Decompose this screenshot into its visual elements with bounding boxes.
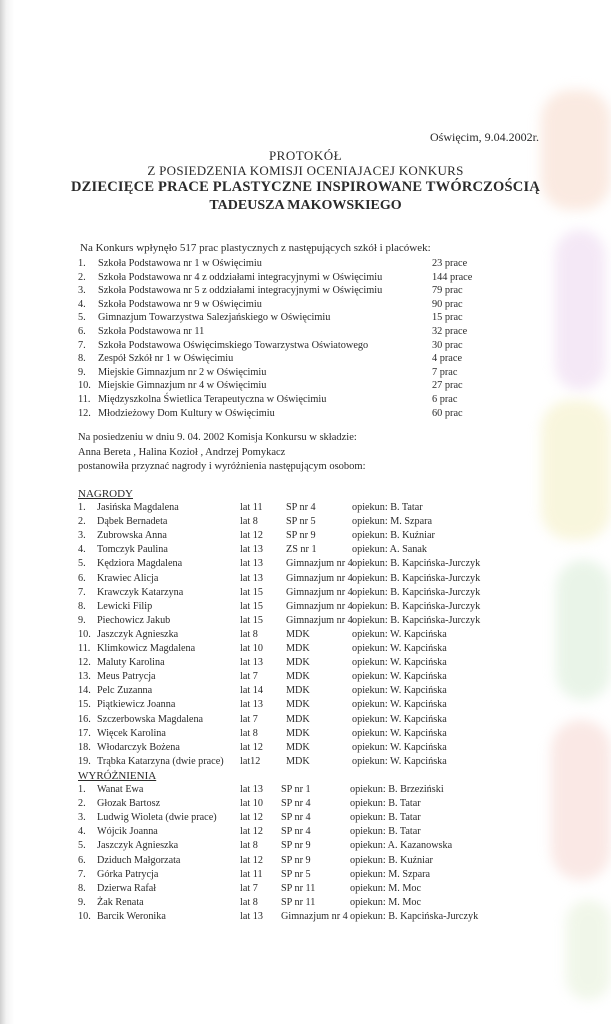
place-date: Oświęcim, 9.04.2002r. bbox=[430, 130, 539, 144]
distinction-row bbox=[0, 812, 611, 826]
person-tutor: opiekun: W. Kapcińska bbox=[352, 671, 447, 683]
row-number: 13. bbox=[78, 671, 91, 683]
school-item bbox=[78, 326, 204, 339]
school-work-count: 27 prac bbox=[432, 380, 463, 392]
person-age: lat 13 bbox=[240, 910, 263, 922]
person-age: lat 13 bbox=[240, 544, 263, 556]
award-row bbox=[0, 714, 611, 728]
row-number: 19. bbox=[78, 755, 91, 767]
person-age: lat 12 bbox=[240, 854, 263, 866]
row-number: 7. bbox=[78, 586, 86, 598]
row-number: 18. bbox=[78, 741, 91, 753]
school-name: Gimnazjum Towarzystwa Salezjańskiego w Oświęcimiu bbox=[98, 312, 331, 324]
school-number: 12. bbox=[78, 407, 91, 419]
person-age: lat 13 bbox=[240, 572, 263, 584]
person-name: Krawiec Alicja bbox=[97, 572, 159, 584]
person-tutor: opiekun: W. Kapcińska bbox=[352, 741, 447, 753]
row-number: 2. bbox=[78, 516, 86, 528]
school-number: 10. bbox=[78, 380, 91, 392]
school-name: Szkoła Podstawowa nr 1 w Oświęcimiu bbox=[98, 258, 262, 269]
row-number: 11. bbox=[78, 643, 91, 654]
person-school: MDK bbox=[286, 699, 310, 711]
school-name: Szkoła Podstawowa Oświęcimskiego Towarzystwa Oświatowego bbox=[98, 339, 369, 351]
person-school: Gimnazjum nr 4 bbox=[286, 600, 353, 612]
person-age: lat12 bbox=[240, 755, 261, 767]
intro-text: Na Konkurs wpłynęło 517 prac plastycznych z następujących szkół i placówek: bbox=[80, 242, 431, 254]
document-title: PROTOKÓŁ bbox=[268, 148, 343, 163]
person-age: lat 15 bbox=[240, 614, 263, 626]
school-item bbox=[78, 312, 330, 325]
school-work-count: 15 prac bbox=[432, 312, 463, 324]
person-school: MDK bbox=[286, 755, 310, 767]
person-school: SP nr 9 bbox=[286, 530, 316, 542]
person-age: lat 13 bbox=[240, 784, 263, 795]
award-row bbox=[0, 587, 611, 601]
person-school: SP nr 11 bbox=[281, 896, 316, 908]
row-number: 3. bbox=[78, 812, 86, 824]
person-tutor: opiekun: M. Szpara bbox=[350, 868, 431, 880]
school-name: Szkoła Podstawowa nr 9 w Oświęcimiu bbox=[98, 298, 262, 310]
school-item bbox=[78, 258, 262, 271]
person-school: MDK bbox=[286, 657, 310, 669]
school-name: Szkoła Podstawowa nr 5 z oddziałami integracyjnymi w Oświęcimiu bbox=[98, 285, 383, 297]
person-school: SP nr 4 bbox=[281, 826, 311, 838]
school-name: Miejskie Gimnazjum nr 4 w Oświęcimiu bbox=[98, 380, 267, 392]
person-school: Gimnazjum nr 4 bbox=[281, 910, 348, 922]
person-name: Meus Patrycja bbox=[97, 671, 156, 683]
person-tutor: opiekun: W. Kapcińska bbox=[352, 727, 447, 739]
person-age: lat 12 bbox=[240, 826, 263, 838]
person-name: Tomczyk Paulina bbox=[97, 544, 168, 556]
person-school: MDK bbox=[286, 685, 310, 697]
person-age: lat 13 bbox=[240, 558, 263, 570]
person-age: lat 7 bbox=[240, 671, 258, 683]
award-row bbox=[0, 643, 611, 657]
award-row bbox=[0, 530, 611, 544]
award-row bbox=[0, 657, 611, 671]
person-tutor: opiekun: M. Szpara bbox=[352, 516, 433, 528]
person-school: ZS nr 1 bbox=[286, 544, 317, 556]
school-number: 8. bbox=[78, 353, 86, 365]
school-item bbox=[78, 299, 262, 312]
distinction-row bbox=[0, 897, 611, 911]
person-age: lat 8 bbox=[240, 840, 258, 852]
person-age: lat 12 bbox=[240, 812, 263, 824]
school-work-count: 6 prac bbox=[432, 394, 458, 405]
school-name: Młodzieżowy Dom Kultury w Oświęcimiu bbox=[98, 407, 275, 419]
award-row bbox=[0, 685, 611, 699]
person-name: Piątkiewicz Joanna bbox=[97, 699, 176, 711]
distinction-row bbox=[0, 911, 611, 925]
award-row bbox=[0, 742, 611, 756]
school-work-count: 23 prace bbox=[432, 258, 468, 269]
award-row bbox=[0, 629, 611, 643]
row-number: 4. bbox=[78, 826, 86, 838]
person-name: Maluty Karolina bbox=[97, 657, 165, 669]
school-number: 2. bbox=[78, 271, 86, 283]
row-number: 6. bbox=[78, 572, 86, 584]
school-item bbox=[78, 408, 275, 421]
document-subtitle: Z POSIEDZENIA KOMISJI OCENIAJACEJ KONKURS bbox=[147, 163, 464, 178]
person-tutor: opiekun: W. Kapcińska bbox=[352, 713, 447, 725]
person-name: Dąbek Bernadeta bbox=[97, 516, 168, 528]
school-number: 9. bbox=[78, 366, 86, 378]
person-name: Zubrowska Anna bbox=[97, 530, 167, 542]
school-item bbox=[78, 367, 266, 380]
person-name: Trąbka Katarzyna (dwie prace) bbox=[97, 755, 224, 767]
person-name: Jaszczyk Agnieszka bbox=[97, 628, 179, 640]
committee-members: Anna Bereta , Halina Kozioł , Andrzej Pomykacz bbox=[78, 447, 286, 458]
person-age: lat 7 bbox=[240, 713, 258, 725]
person-name: Włodarczyk Bożena bbox=[97, 741, 180, 753]
person-school: Gimnazjum nr 4 bbox=[286, 614, 353, 626]
person-name: Ludwig Wioleta (dwie prace) bbox=[97, 812, 217, 824]
person-tutor: opiekun: B. Kapcińska-Jurczyk bbox=[352, 558, 481, 570]
person-age: lat 12 bbox=[240, 741, 263, 753]
distinction-row bbox=[0, 883, 611, 897]
person-name: Głozak Bartosz bbox=[97, 798, 161, 810]
person-school: SP nr 5 bbox=[286, 516, 316, 528]
row-number: 9. bbox=[78, 614, 86, 626]
row-number: 15. bbox=[78, 699, 91, 711]
paper-stain bbox=[555, 230, 605, 390]
row-number: 2. bbox=[78, 798, 86, 810]
school-work-count: 60 prac bbox=[432, 407, 463, 419]
person-school: SP nr 1 bbox=[281, 784, 311, 795]
row-number: 12. bbox=[78, 657, 91, 669]
award-row bbox=[0, 728, 611, 742]
school-work-count: 79 prac bbox=[432, 285, 463, 297]
person-name: Wójcik Joanna bbox=[97, 826, 158, 838]
row-number: 1. bbox=[78, 502, 86, 513]
row-number: 8. bbox=[78, 882, 86, 894]
person-school: SP nr 11 bbox=[281, 882, 316, 894]
person-tutor: opiekun: W. Kapcińska bbox=[352, 628, 447, 640]
person-school: SP nr 5 bbox=[281, 868, 311, 880]
person-age: lat 11 bbox=[240, 868, 263, 880]
committee-decision: postanowiła przyznać nagrody i wyróżnienia następującym osobom: bbox=[78, 461, 366, 472]
person-school: SP nr 9 bbox=[281, 854, 311, 866]
person-tutor: opiekun: W. Kapcińska bbox=[352, 657, 447, 669]
person-name: Lewicki Filip bbox=[97, 600, 153, 612]
person-age: lat 14 bbox=[240, 685, 263, 697]
committee-line: Na posiedzeniu w dniu 9. 04. 2002 Komisja Konkursu w składzie: bbox=[78, 432, 357, 443]
contest-name: DZIECIĘCE PRACE PLASTYCZNE INSPIROWANE TWÓRCZOŚCIĄ bbox=[71, 179, 540, 195]
person-school: Gimnazjum nr 4 bbox=[286, 572, 353, 584]
person-name: Szczerbowska Magdalena bbox=[97, 713, 204, 725]
row-number: 14. bbox=[78, 685, 91, 697]
row-number: 9. bbox=[78, 896, 86, 908]
person-tutor: opiekun: W. Kapcińska bbox=[352, 755, 447, 767]
person-age: lat 15 bbox=[240, 586, 263, 598]
person-age: lat 8 bbox=[240, 896, 258, 908]
person-name: Wanat Ewa bbox=[97, 784, 144, 795]
school-item bbox=[78, 272, 382, 285]
row-number: 5. bbox=[78, 840, 86, 852]
distinction-row bbox=[0, 826, 611, 840]
person-school: MDK bbox=[286, 671, 310, 683]
person-tutor: opiekun: B. Kapcińska-Jurczyk bbox=[352, 586, 481, 598]
person-school: SP nr 4 bbox=[281, 812, 311, 824]
person-age: lat 12 bbox=[240, 530, 263, 542]
person-age: lat 15 bbox=[240, 600, 263, 612]
distinction-row bbox=[0, 869, 611, 883]
school-work-count: 32 prace bbox=[432, 326, 468, 337]
school-number: 3. bbox=[78, 285, 86, 297]
row-number: 6. bbox=[78, 854, 86, 866]
school-name: Miejskie Gimnazjum nr 2 w Oświęcimiu bbox=[98, 366, 267, 378]
person-age: lat 10 bbox=[240, 643, 263, 654]
row-number: 8. bbox=[78, 600, 86, 612]
person-school: SP nr 9 bbox=[281, 840, 311, 852]
person-name: Więcek Karolina bbox=[97, 727, 166, 739]
row-number: 4. bbox=[78, 544, 86, 556]
school-item bbox=[78, 380, 266, 393]
award-row bbox=[0, 756, 611, 770]
distinction-row bbox=[0, 798, 611, 812]
person-name: Kędziora Magdalena bbox=[97, 558, 183, 570]
person-age: lat 8 bbox=[240, 727, 258, 739]
person-tutor: opiekun: B. Tatar bbox=[350, 826, 421, 838]
row-number: 1. bbox=[78, 784, 86, 795]
person-name: Żak Renata bbox=[97, 896, 144, 908]
award-row bbox=[0, 544, 611, 558]
person-tutor: opiekun: B. Tatar bbox=[350, 798, 421, 810]
school-work-count: 144 prace bbox=[432, 271, 473, 283]
school-work-count: 30 prac bbox=[432, 339, 463, 351]
school-work-count: 4 prace bbox=[432, 353, 463, 365]
person-tutor: opiekun: W. Kapcińska bbox=[352, 699, 447, 711]
person-age: lat 10 bbox=[240, 798, 263, 810]
award-row bbox=[0, 516, 611, 530]
person-school: Gimnazjum nr 4 bbox=[286, 558, 353, 570]
person-tutor: opiekun: B. Brzeziński bbox=[350, 784, 444, 795]
row-number: 17. bbox=[78, 727, 91, 739]
person-tutor: opiekun: B. Tatar bbox=[352, 502, 423, 513]
person-age: lat 8 bbox=[240, 516, 258, 528]
school-number: 11. bbox=[78, 394, 91, 405]
person-school: MDK bbox=[286, 628, 310, 640]
school-item bbox=[78, 394, 326, 407]
school-work-count: 7 prac bbox=[432, 366, 458, 378]
person-tutor: opiekun: W. Kapcińska bbox=[352, 643, 447, 654]
award-row bbox=[0, 601, 611, 615]
person-name: Górka Patrycja bbox=[97, 868, 159, 880]
person-tutor: opiekun: B. Kapcińska-Jurczyk bbox=[352, 614, 481, 626]
person-school: MDK bbox=[286, 727, 310, 739]
person-name: Pelc Zuzanna bbox=[97, 685, 153, 697]
distinction-row bbox=[0, 840, 611, 854]
person-school: SP nr 4 bbox=[281, 798, 311, 810]
school-name: Szkoła Podstawowa nr 11 bbox=[98, 326, 205, 337]
person-school: Gimnazjum nr 4 bbox=[286, 586, 353, 598]
award-row bbox=[0, 615, 611, 629]
person-tutor: opiekun: B. Kuźniar bbox=[350, 854, 433, 866]
person-school: MDK bbox=[286, 713, 310, 725]
person-name: Piechowicz Jakub bbox=[97, 614, 171, 626]
person-tutor: opiekun: W. Kapcińska bbox=[352, 685, 447, 697]
contest-name-cont: TADEUSZA MAKOWSKIEGO bbox=[209, 198, 402, 213]
award-row bbox=[0, 671, 611, 685]
school-name: Szkoła Podstawowa nr 4 z oddziałami integracyjnymi w Oświęcimiu bbox=[98, 271, 383, 283]
distinctions-heading: WYRÓŻNIENIA bbox=[78, 770, 157, 782]
person-tutor: opiekun: A. Kazanowska bbox=[350, 840, 453, 852]
row-number: 3. bbox=[78, 530, 86, 542]
row-number: 10. bbox=[78, 628, 91, 640]
row-number: 7. bbox=[78, 868, 86, 880]
award-row bbox=[0, 502, 611, 516]
distinction-row bbox=[0, 855, 611, 869]
school-item bbox=[78, 285, 382, 298]
person-school: MDK bbox=[286, 643, 310, 654]
person-tutor: opiekun: B. Kapcińska-Jurczyk bbox=[352, 572, 481, 584]
person-name: Jaszczyk Agnieszka bbox=[97, 840, 179, 852]
person-tutor: opiekun: B. Kapcińska-Jurczyk bbox=[352, 600, 481, 612]
school-item bbox=[78, 353, 233, 366]
school-number: 5. bbox=[78, 312, 86, 324]
row-number: 16. bbox=[78, 713, 91, 725]
school-work-count: 90 prac bbox=[432, 298, 463, 310]
person-school: SP nr 4 bbox=[286, 502, 316, 513]
person-tutor: opiekun: B. Kapcińska-Jurczyk bbox=[350, 910, 479, 922]
person-name: Dzierwa Rafał bbox=[97, 882, 157, 894]
person-tutor: opiekun: A. Sanak bbox=[352, 544, 427, 556]
person-name: Barcik Weronika bbox=[97, 910, 166, 922]
person-tutor: opiekun: M. Moc bbox=[350, 896, 422, 908]
person-name: Krawczyk Katarzyna bbox=[97, 586, 184, 598]
person-age: lat 11 bbox=[240, 502, 263, 513]
school-item bbox=[78, 340, 368, 353]
row-number: 5. bbox=[78, 558, 86, 570]
school-number: 1. bbox=[78, 258, 86, 269]
school-number: 6. bbox=[78, 326, 86, 337]
award-row bbox=[0, 699, 611, 713]
person-name: Klimkowicz Magdalena bbox=[97, 643, 196, 654]
school-number: 4. bbox=[78, 298, 86, 310]
person-tutor: opiekun: B. Tatar bbox=[350, 812, 421, 824]
person-name: Dziduch Małgorzata bbox=[97, 854, 181, 866]
person-age: lat 13 bbox=[240, 657, 263, 669]
award-row bbox=[0, 558, 611, 572]
awards-heading: NAGRODY bbox=[78, 488, 133, 500]
person-tutor: opiekun: M. Moc bbox=[350, 882, 422, 894]
person-age: lat 8 bbox=[240, 628, 258, 640]
person-school: MDK bbox=[286, 741, 310, 753]
person-age: lat 7 bbox=[240, 882, 258, 894]
person-tutor: opiekun: B. Kuźniar bbox=[352, 530, 435, 542]
school-number: 7. bbox=[78, 339, 86, 351]
distinction-row bbox=[0, 784, 611, 798]
award-row bbox=[0, 573, 611, 587]
school-name: Zespół Szkół nr 1 w Oświęcimiu bbox=[98, 353, 234, 365]
school-name: Międzyszkolna Świetlica Terapeutyczna w Oświęcimiu bbox=[98, 394, 327, 405]
row-number: 10. bbox=[78, 910, 91, 922]
person-age: lat 13 bbox=[240, 699, 263, 711]
person-name: Jasińska Magdalena bbox=[97, 502, 179, 513]
